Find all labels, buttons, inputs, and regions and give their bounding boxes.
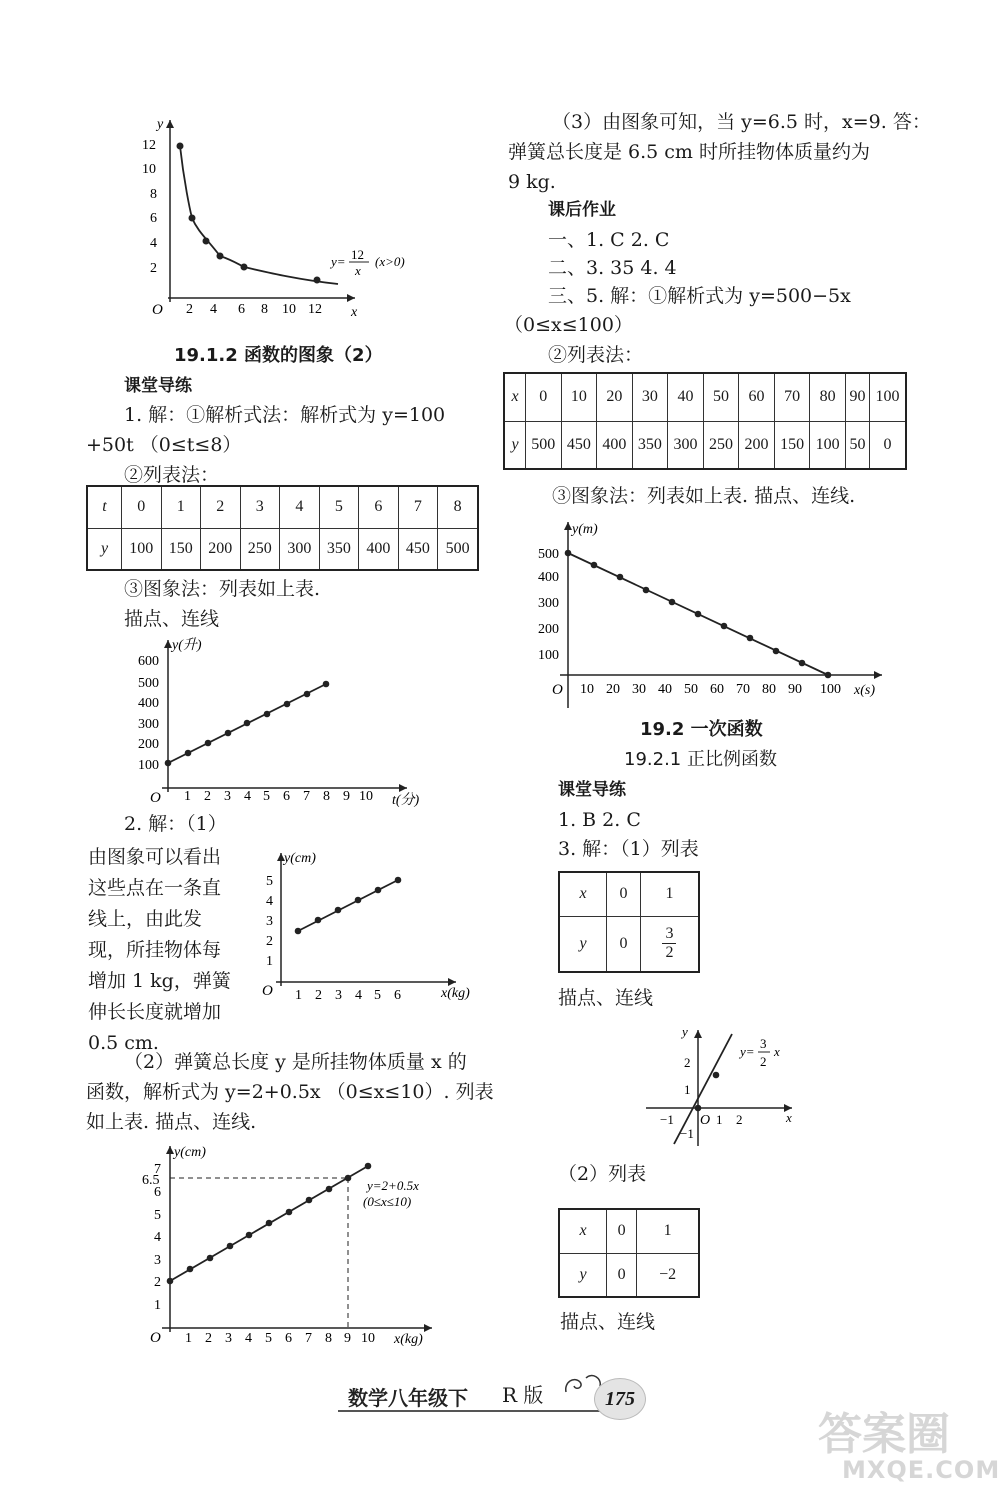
table-cell: 20 bbox=[597, 373, 633, 421]
table-cell: 300 bbox=[668, 421, 704, 469]
y-tick-label: 4 bbox=[154, 1230, 161, 1245]
data-point bbox=[185, 750, 192, 757]
x-tick-label: 5 bbox=[263, 789, 270, 804]
x-tick-label: 6 bbox=[285, 1331, 292, 1346]
table-cell: 450 bbox=[398, 528, 438, 570]
x-tick-label: 6 bbox=[394, 988, 401, 1003]
data-point bbox=[314, 277, 321, 284]
answer-2-line: 0.5 cm. bbox=[88, 1032, 159, 1054]
answer-3-line: 弹簧总长度是 6.5 cm 时所挂物体质量约为 bbox=[508, 141, 870, 163]
plot-connect-label-1: 描点、连线 bbox=[124, 608, 220, 630]
table-cell: 200 bbox=[201, 528, 241, 570]
table-cell: 150 bbox=[774, 421, 810, 469]
axis-label-x: x(s) bbox=[854, 683, 875, 698]
data-point bbox=[669, 599, 676, 606]
table-cell: 0 bbox=[607, 872, 641, 916]
table-cell: 250 bbox=[703, 421, 739, 469]
data-point bbox=[326, 1186, 333, 1193]
x-tick-label: 10 bbox=[580, 682, 594, 697]
y-tick-label: 600 bbox=[138, 654, 159, 669]
answer-3-line: 9 kg. bbox=[508, 171, 556, 193]
answer-2-line: 现，所挂物体每 bbox=[88, 939, 222, 961]
watermark-url: MXQE.COM bbox=[842, 1456, 1000, 1484]
data-point bbox=[284, 701, 291, 708]
table-row bbox=[87, 528, 478, 570]
y-tick-label: 3 bbox=[266, 914, 273, 929]
formula-var: x bbox=[774, 1044, 780, 1059]
y-tick-label: 8 bbox=[150, 187, 157, 202]
origin-label: O bbox=[152, 302, 163, 318]
plot-connect-label-2: 描点、连线 bbox=[558, 987, 654, 1009]
formula-den: x bbox=[355, 263, 361, 278]
heading-classroom-2: 课堂导练 bbox=[558, 780, 626, 800]
y-tick-label: 6 bbox=[150, 211, 157, 226]
linear-graph-liters bbox=[132, 632, 442, 810]
table-row bbox=[559, 872, 699, 916]
formula: y=2+0.5x bbox=[367, 1178, 419, 1193]
axis-label-x: x(kg) bbox=[441, 986, 470, 1001]
answer-2-body bbox=[88, 842, 248, 1059]
x-tick-label: 8 bbox=[325, 1331, 332, 1346]
x-tick-label: 8 bbox=[261, 302, 268, 317]
y-tick-label: 2 bbox=[150, 261, 157, 276]
table-cell: 150 bbox=[161, 528, 201, 570]
x-tick-label: 1 bbox=[716, 1112, 723, 1127]
formula-lhs: y= bbox=[331, 254, 346, 269]
data-point bbox=[286, 1209, 293, 1216]
formula-num: 3 bbox=[760, 1036, 767, 1051]
data-point bbox=[565, 550, 572, 557]
table-cell: 70 bbox=[774, 373, 810, 421]
table-cell: 100 bbox=[870, 373, 906, 421]
axis-label-x: x bbox=[351, 305, 358, 320]
axis-label-y: y(cm) bbox=[284, 851, 316, 866]
fraction-denominator: 2 bbox=[665, 944, 674, 962]
y-tick-labels bbox=[142, 138, 157, 276]
y-tick-label: 300 bbox=[538, 596, 559, 611]
data-point bbox=[799, 660, 806, 667]
y-tick-label: 200 bbox=[538, 622, 559, 637]
x-tick-label: 2 bbox=[205, 1331, 212, 1346]
curve bbox=[180, 146, 338, 284]
formula-cond: (0≤x≤10) bbox=[363, 1194, 412, 1209]
y-tick-label: 500 bbox=[138, 676, 159, 691]
table-cell: 30 bbox=[632, 373, 668, 421]
table-cell: −2 bbox=[637, 1253, 699, 1297]
x-tick-label: 3 bbox=[225, 1331, 232, 1346]
formula-den: 2 bbox=[760, 1054, 767, 1069]
data-point bbox=[306, 1197, 313, 1204]
table-cell: 400 bbox=[359, 528, 399, 570]
table-cell: 3 bbox=[240, 486, 280, 528]
graph-method-label: ③图象法：列表如上表. bbox=[124, 578, 321, 600]
y-tick-label: 2 bbox=[266, 934, 273, 949]
data-point bbox=[617, 574, 624, 581]
table-cell: 8 bbox=[438, 486, 478, 528]
plot-connect-label-3: 描点、连线 bbox=[560, 1311, 656, 1333]
x-tick-label: 10 bbox=[282, 302, 296, 317]
data-point bbox=[165, 760, 172, 767]
y-tick-label: 7 bbox=[154, 1162, 161, 1177]
answer-b1: 1. B 2. C bbox=[558, 809, 641, 831]
table-cell: 7 bbox=[398, 486, 438, 528]
table-cell: 6 bbox=[359, 486, 399, 528]
formula-num: 12 bbox=[351, 247, 364, 262]
data-point bbox=[225, 730, 232, 737]
x-tick-label: 4 bbox=[244, 789, 251, 804]
answer-2-line: 伸长长度就增加 bbox=[88, 1001, 222, 1023]
y-tick-label: 5 bbox=[266, 874, 273, 889]
data-point bbox=[355, 897, 362, 904]
x-tick-label: 9 bbox=[344, 1331, 351, 1346]
table-x-y-100 bbox=[503, 372, 907, 470]
data-point bbox=[825, 672, 832, 679]
table-cell: 90 bbox=[845, 373, 869, 421]
axis-label-y: y bbox=[157, 117, 164, 132]
table-cell: 60 bbox=[739, 373, 775, 421]
table-cell: 0 bbox=[870, 421, 906, 469]
data-point bbox=[375, 887, 382, 894]
x-tick-label: 10 bbox=[361, 1331, 375, 1346]
data-point bbox=[207, 1255, 214, 1262]
data-point bbox=[335, 907, 342, 914]
y-tick-label: 1 bbox=[684, 1082, 691, 1097]
x-tick-label: 7 bbox=[305, 1331, 312, 1346]
answer-section-2: 二、3. 35 4. 4 bbox=[548, 257, 677, 279]
axis-label-y: y(升) bbox=[172, 638, 202, 653]
x-tick-labels bbox=[186, 302, 322, 317]
x-tick-label: 90 bbox=[788, 682, 802, 697]
origin-label: O bbox=[700, 1113, 711, 1128]
table-cell: 1 bbox=[637, 1209, 699, 1253]
axis-label-x: x(kg) bbox=[394, 1332, 423, 1347]
spring-graph-small bbox=[256, 845, 496, 1005]
table-cell: 0 bbox=[607, 1209, 637, 1253]
graph-method-label-2: ③图象法：列表如上表. 描点、连线. bbox=[552, 485, 856, 507]
x-tick-label: 4 bbox=[210, 302, 217, 317]
table-y-3-2-x bbox=[558, 871, 700, 973]
y-tick-label: 500 bbox=[538, 547, 559, 562]
x-tick-label: 40 bbox=[658, 682, 672, 697]
table-cell: 200 bbox=[739, 421, 775, 469]
answer-2b-line: 函数，解析式为 y=2+0.5x （0≤x≤10）. 列表 bbox=[86, 1081, 494, 1103]
x-tick-label: 3 bbox=[335, 988, 342, 1003]
y-tick-label: 1 bbox=[154, 1298, 161, 1313]
answer-2-line: 由图象可以看出 bbox=[88, 846, 222, 868]
data-point bbox=[203, 238, 210, 245]
answer-1-line-b: +50t （0≤t≤8） bbox=[86, 434, 242, 456]
table-row bbox=[559, 916, 699, 972]
inverse-function-graph bbox=[140, 112, 440, 322]
x-tick-label: −1 bbox=[660, 1112, 674, 1127]
table-cell: 0 bbox=[607, 916, 641, 972]
table-cell: 1 bbox=[640, 872, 699, 916]
spring-graph-large bbox=[132, 1138, 462, 1354]
answer-section-1: 一、1. C 2. C bbox=[548, 229, 670, 251]
answer-2-line: 这些点在一条直 bbox=[88, 877, 222, 899]
section-title-19-1-2: 19.1.2 函数的图象（2） bbox=[174, 345, 383, 366]
table-cell: x bbox=[559, 872, 607, 916]
data-point bbox=[189, 215, 196, 222]
formula-cond: (x>0) bbox=[375, 254, 405, 269]
table-cell: 100 bbox=[122, 528, 162, 570]
answer-2-line: 增加 1 kg，弹簧 bbox=[88, 970, 231, 992]
x-tick-label: 30 bbox=[632, 682, 646, 697]
y-tick-label: 2 bbox=[684, 1055, 691, 1070]
table-cell: 2 bbox=[201, 486, 241, 528]
table-cell: 350 bbox=[319, 528, 359, 570]
table-cell: 400 bbox=[597, 421, 633, 469]
table-row bbox=[504, 421, 906, 469]
answer-2-head: 2. 解：（1） bbox=[124, 813, 227, 835]
table-row bbox=[559, 1209, 699, 1253]
decreasing-linear-graph bbox=[532, 518, 912, 708]
data-point bbox=[167, 1278, 174, 1285]
y-tick-label: 4 bbox=[150, 236, 157, 251]
table-cell: 0 bbox=[607, 1253, 637, 1297]
x-tick-label: 2 bbox=[315, 988, 322, 1003]
x-tick-label: 60 bbox=[710, 682, 724, 697]
data-point bbox=[241, 264, 248, 271]
x-tick-label: 8 bbox=[323, 789, 330, 804]
x-tick-label: 70 bbox=[736, 682, 750, 697]
table-cell: 250 bbox=[240, 528, 280, 570]
data-point bbox=[295, 928, 302, 935]
data-point bbox=[713, 1072, 720, 1079]
table-cell: y bbox=[559, 916, 607, 972]
origin-label: O bbox=[150, 1330, 161, 1346]
data-point bbox=[323, 681, 330, 688]
table-cell: 5 bbox=[319, 486, 359, 528]
table-cell: 4 bbox=[280, 486, 320, 528]
data-point bbox=[395, 877, 402, 884]
x-tick-label: 5 bbox=[265, 1331, 272, 1346]
axis-label-x: x bbox=[786, 1110, 792, 1125]
data-point bbox=[205, 740, 212, 747]
table-cell bbox=[640, 916, 699, 972]
data-point bbox=[721, 623, 728, 630]
table-cell: x bbox=[504, 373, 526, 421]
data-point bbox=[365, 1163, 372, 1170]
data-point bbox=[187, 1266, 194, 1273]
data-point bbox=[345, 1175, 352, 1182]
table-cell: 500 bbox=[438, 528, 478, 570]
answer-b2: 3. 解：（1）列表 bbox=[558, 838, 699, 860]
y-tick-label: 10 bbox=[142, 162, 156, 177]
x-tick-label: 50 bbox=[684, 682, 698, 697]
table-cell: 80 bbox=[810, 373, 846, 421]
heading-classroom: 课堂导练 bbox=[124, 376, 192, 396]
data-point bbox=[227, 1243, 234, 1250]
y-tick-label: 400 bbox=[538, 570, 559, 585]
table-cell: y bbox=[504, 421, 526, 469]
data-point bbox=[266, 1220, 273, 1227]
data-point bbox=[773, 648, 780, 655]
table-cell: 50 bbox=[845, 421, 869, 469]
data-point bbox=[643, 587, 650, 594]
y-tick-label: 6 bbox=[154, 1185, 161, 1200]
section-title-19-2: 19.2 一次函数 bbox=[640, 719, 763, 740]
answer-2b-line: （2）弹簧总长度 y 是所挂物体质量 x 的 bbox=[124, 1051, 467, 1073]
x-tick-label: 100 bbox=[820, 682, 841, 697]
y-tick-label: 200 bbox=[138, 737, 159, 752]
answer-section-3: 三、5. 解：①解析式为 y=500−5x bbox=[548, 285, 851, 307]
answer-3-line: （3）由图象可知，当 y=6.5 时，x=9. 答： bbox=[552, 111, 931, 133]
axis-label-y: y bbox=[682, 1024, 688, 1039]
x-tick-label: 12 bbox=[308, 302, 322, 317]
x-tick-label: 2 bbox=[186, 302, 193, 317]
table-cell: 100 bbox=[810, 421, 846, 469]
x-tick-label: 1 bbox=[185, 1331, 192, 1346]
table-cell: 50 bbox=[703, 373, 739, 421]
table-cell: 450 bbox=[561, 421, 597, 469]
answer-b4: （2）列表 bbox=[558, 1163, 647, 1185]
x-tick-label: 6 bbox=[283, 789, 290, 804]
x-tick-label: 20 bbox=[606, 682, 620, 697]
y-tick-label: 100 bbox=[138, 758, 159, 773]
data-point bbox=[246, 1232, 253, 1239]
table-cell: 0 bbox=[122, 486, 162, 528]
formula-lhs: y= bbox=[740, 1044, 755, 1059]
table-y-neg2x bbox=[558, 1208, 700, 1298]
section-title-19-2-1: 19.2.1 正比例函数 bbox=[624, 749, 777, 770]
heading-homework: 课后作业 bbox=[548, 200, 616, 220]
table-cell: x bbox=[559, 1209, 607, 1253]
y-tick-label: 300 bbox=[138, 717, 159, 732]
table-cell: 40 bbox=[668, 373, 704, 421]
data-point bbox=[315, 917, 322, 924]
x-tick-label: 10 bbox=[359, 789, 373, 804]
y-tick-label: 1 bbox=[266, 954, 273, 969]
proportional-graph bbox=[640, 1022, 820, 1152]
x-tick-label: 7 bbox=[303, 789, 310, 804]
answer-section-3-domain: （0≤x≤100） bbox=[504, 314, 633, 336]
table-cell: 0 bbox=[526, 373, 562, 421]
data-point bbox=[304, 691, 311, 698]
y-tick-label: 100 bbox=[538, 648, 559, 663]
x-tick-label: 1 bbox=[184, 789, 191, 804]
footer-title: 数学八年级下 bbox=[348, 1386, 468, 1410]
table-cell: y bbox=[559, 1253, 607, 1297]
x-tick-label: 3 bbox=[224, 789, 231, 804]
table-cell: 300 bbox=[280, 528, 320, 570]
table-cell: 500 bbox=[526, 421, 562, 469]
origin-label: O bbox=[262, 983, 273, 999]
answer-2-line: 线上，由此发 bbox=[88, 908, 203, 930]
data-point bbox=[695, 611, 702, 618]
origin-label: O bbox=[552, 682, 563, 698]
table-row bbox=[559, 1253, 699, 1297]
table-cell: t bbox=[87, 486, 122, 528]
fraction-numerator: 3 bbox=[665, 925, 674, 943]
axis-label-y: y(cm) bbox=[174, 1145, 206, 1160]
data-point bbox=[177, 143, 184, 150]
table-row bbox=[87, 486, 478, 528]
table-cell: 1 bbox=[161, 486, 201, 528]
y-tick-label: 12 bbox=[142, 138, 156, 153]
y-tick-label: 400 bbox=[138, 696, 159, 711]
data-point bbox=[747, 635, 754, 642]
table-cell: 10 bbox=[561, 373, 597, 421]
list-method-label: ②列表法： bbox=[124, 464, 220, 486]
data-point bbox=[244, 720, 251, 727]
page-number-badge bbox=[594, 1378, 646, 1420]
x-tick-label: 6 bbox=[238, 302, 245, 317]
table-row bbox=[504, 373, 906, 421]
x-tick-label: 4 bbox=[245, 1331, 252, 1346]
x-tick-label: 4 bbox=[355, 988, 362, 1003]
origin-label: O bbox=[150, 790, 161, 806]
data-point bbox=[695, 1105, 702, 1112]
y-tick-label: 5 bbox=[154, 1208, 161, 1223]
x-tick-label: 2 bbox=[204, 789, 211, 804]
watermark-logo: 答案圈 bbox=[818, 1409, 950, 1460]
data-point bbox=[264, 711, 271, 718]
x-tick-label: 5 bbox=[374, 988, 381, 1003]
table-cell: y bbox=[87, 528, 122, 570]
y-tick-label: 4 bbox=[266, 894, 273, 909]
data-point bbox=[217, 253, 224, 260]
answer-2b-line: 如上表. 描点、连线. bbox=[86, 1111, 257, 1133]
list-method-label-2: ②列表法： bbox=[548, 344, 644, 366]
y-tick-label: 6.5 bbox=[142, 1173, 160, 1188]
data-point bbox=[591, 562, 598, 569]
axis-label-y: y(m) bbox=[572, 522, 598, 537]
x-tick-label: 9 bbox=[343, 789, 350, 804]
table-cell: 350 bbox=[632, 421, 668, 469]
axis-label-x: t(分) bbox=[392, 793, 420, 808]
x-tick-label: 2 bbox=[736, 1112, 743, 1127]
x-tick-label: 80 bbox=[762, 682, 776, 697]
footer-edition: R 版 bbox=[502, 1383, 544, 1407]
y-tick-label: −1 bbox=[680, 1126, 694, 1141]
y-tick-label: 2 bbox=[154, 1275, 161, 1290]
x-tick-label: 1 bbox=[295, 988, 302, 1003]
y-tick-label: 3 bbox=[154, 1253, 161, 1268]
page-number: 175 bbox=[605, 1388, 635, 1410]
table-t-y bbox=[86, 485, 479, 571]
answer-1-line-a: 1. 解：①解析式法：解析式为 y=100 bbox=[124, 404, 446, 426]
